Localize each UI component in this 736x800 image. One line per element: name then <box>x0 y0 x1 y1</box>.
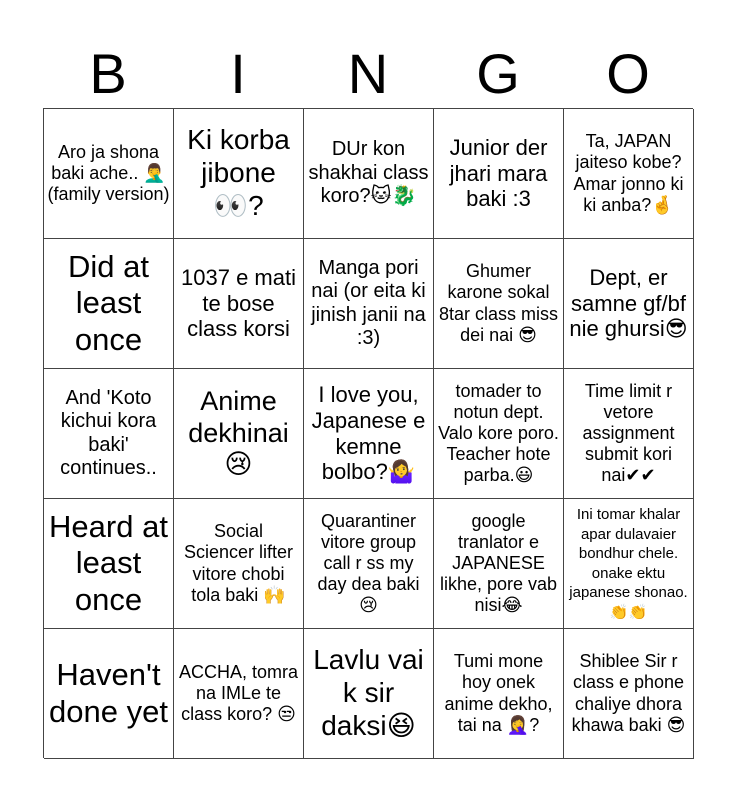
bingo-cell-r2-c3[interactable]: Manga pori nai (or eita ki jinish janii na :3) <box>304 239 434 369</box>
bingo-cell-r1-c1[interactable]: Aro ja shona baki ache.. 🤦‍♂️ (family version) <box>44 109 174 239</box>
bingo-cell-r1-c4[interactable]: Junior der jhari mara baki :3 <box>434 109 564 239</box>
bingo-cell-r4-c4[interactable]: google tranlator e JAPANESE likhe, pore vab nisi😂 <box>434 499 564 629</box>
bingo-cell-r2-c4[interactable]: Ghumer karone sokal 8tar class miss dei nai 😎 <box>434 239 564 369</box>
bingo-cell-r3-c3[interactable]: I love you, Japanese e kemne bolbo?🤷‍♀️ <box>304 369 434 499</box>
bingo-cell-r2-c5[interactable]: Dept, er samne gf/bf nie ghursi😎 <box>564 239 694 369</box>
bingo-cell-r3-c1[interactable]: And 'Koto kichui kora baki' continues.. <box>44 369 174 499</box>
bingo-cell-r4-c5[interactable]: Ini tomar khalar apar dulavaier bondhur chele. onake ektu japanese shonao.👏👏 <box>564 499 694 629</box>
header-letter-o: O <box>606 42 650 105</box>
bingo-cell-r3-c2[interactable]: Anime dekhinai 😢 <box>174 369 304 499</box>
bingo-cell-r1-c2[interactable]: Ki korba jibone 👀? <box>174 109 304 239</box>
bingo-cell-r5-c3[interactable]: Lavlu vai k sir daksi😆 <box>304 629 434 759</box>
header-letter-n: N <box>347 42 389 105</box>
bingo-cell-r5-c2[interactable]: ACCHA, tomra na IMLe te class koro? 😒 <box>174 629 304 759</box>
bingo-cell-r4-c1[interactable]: Heard at least once <box>44 499 174 629</box>
header-letter-g: G <box>476 42 520 105</box>
bingo-cell-r1-c3[interactable]: DUr kon shakhai class koro?🐱🐉 <box>304 109 434 239</box>
bingo-cell-r3-c4[interactable]: tomader to notun dept. Valo kore poro. Teacher hote parba.😃 <box>434 369 564 499</box>
bingo-cell-r2-c2[interactable]: 1037 e mati te bose class korsi <box>174 239 304 369</box>
header-letter-b: B <box>89 42 127 105</box>
bingo-cell-r1-c5[interactable]: Ta, JAPAN jaiteso kobe? Amar jonno ki ki anba?🤞 <box>564 109 694 239</box>
bingo-cell-r3-c5[interactable]: Time limit r vetore assignment submit kori nai✔✔ <box>564 369 694 499</box>
bingo-cell-r5-c1[interactable]: Haven't done yet <box>44 629 174 759</box>
header-letter-i: I <box>230 42 246 105</box>
bingo-cell-r5-c4[interactable]: Tumi mone hoy onek anime dekho, tai na 🤦‍♀️? <box>434 629 564 759</box>
bingo-cell-r5-c5[interactable]: Shiblee Sir r class e phone chaliye dhora khawa baki 😎 <box>564 629 694 759</box>
bingo-cell-r4-c2[interactable]: Social Sciencer lifter vitore chobi tola baki 🙌 <box>174 499 304 629</box>
bingo-card-grid <box>43 108 693 758</box>
bingo-cell-r4-c3[interactable]: Quarantiner vitore group call r ss my day dea baki 😢 <box>304 499 434 629</box>
bingo-cell-r2-c1[interactable]: Did at least once <box>44 239 174 369</box>
bingo-header <box>43 40 693 108</box>
